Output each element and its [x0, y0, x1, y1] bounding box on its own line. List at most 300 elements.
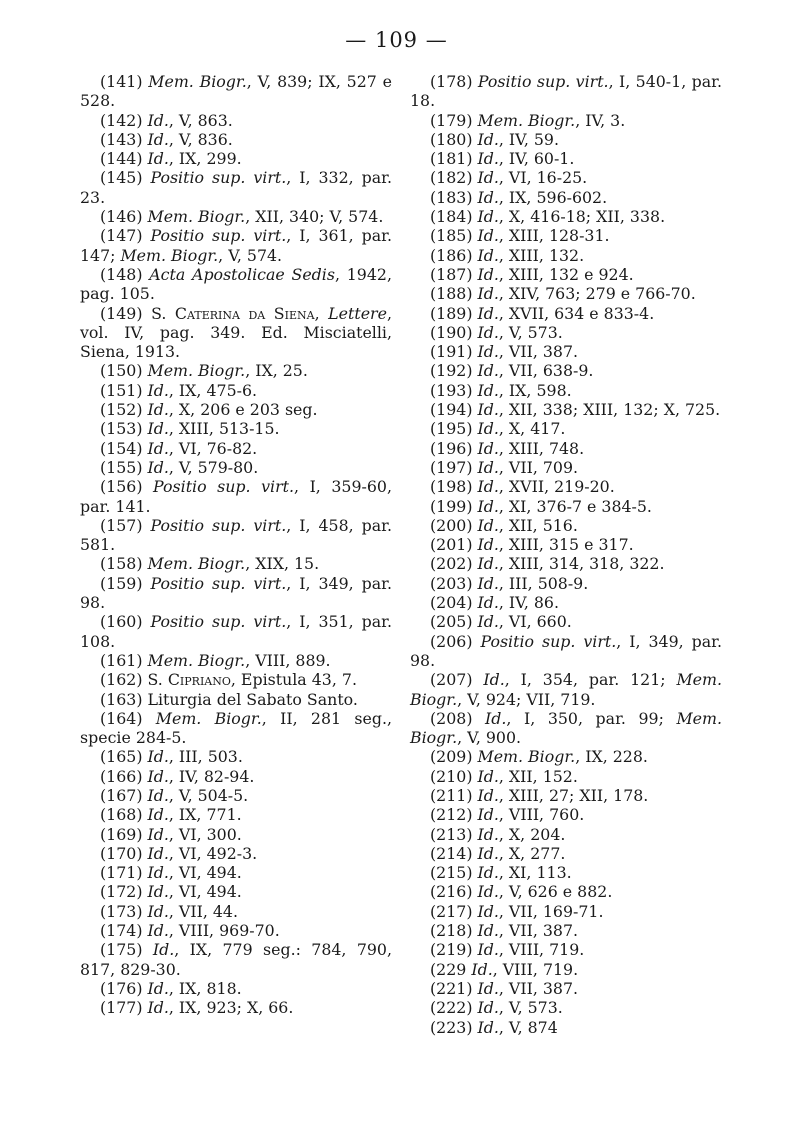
footnote-italic-text: Id.: [147, 882, 169, 902]
footnote: [410, 535, 722, 554]
footnote-text: , IV, 82-94.: [168, 766, 255, 786]
footnote: [410, 882, 722, 901]
footnote-number: (214): [430, 843, 473, 863]
footnote-number: (190): [430, 322, 473, 342]
footnote-italic-text: Id.: [147, 747, 169, 767]
footnote-text: , VII, 638-9.: [498, 361, 594, 381]
footnote-number: (179): [430, 110, 473, 130]
footnote: [410, 111, 722, 130]
footnote-text: , V, 839; IX, 527 e 528.: [80, 72, 392, 111]
footnote-italic-text: Id.: [147, 129, 169, 149]
footnote-number: (208): [430, 708, 473, 728]
footnote: [410, 419, 722, 438]
footnote-text: , VI, 300.: [168, 824, 242, 844]
footnote: [80, 844, 392, 863]
footnote-number: (159): [100, 573, 143, 593]
footnote: [410, 497, 722, 516]
footnote: [410, 1018, 722, 1037]
footnote: [80, 72, 392, 111]
footnote: [80, 709, 392, 748]
footnote-italic-text: Id.: [477, 535, 499, 555]
footnote: [80, 439, 392, 458]
footnote-number: (183): [430, 187, 473, 207]
footnote: [80, 574, 392, 613]
footnote-number: (150): [100, 361, 143, 381]
footnote-italic-text: Mem. Biogr.: [147, 554, 246, 574]
footnote-text: , I, 458, par. 581.: [80, 515, 392, 555]
footnote-italic-text: Positio sup. virt.: [150, 515, 287, 535]
footnote-italic-text: Id.: [147, 901, 169, 921]
footnote-italic-text: Positio sup. virt.: [150, 573, 287, 593]
footnote: [80, 381, 392, 400]
footnote-number: (177): [100, 998, 143, 1018]
footnote-italic-text: Mem. Biogr.: [148, 72, 247, 91]
footnote: [410, 516, 722, 535]
footnote-text: , VII, 387.: [498, 342, 579, 362]
footnote-italic-text: Id.: [471, 959, 493, 979]
footnote-number: (206): [430, 631, 473, 651]
footnote-number: (229: [430, 959, 467, 979]
footnote-text: , VII, 169-71.: [498, 901, 604, 921]
footnote: [80, 111, 392, 130]
footnote-text: , I, 349, par. 98.: [80, 573, 392, 613]
footnote: [80, 979, 392, 998]
footnote-text: , VII, 709.: [498, 457, 579, 477]
footnote-text: , 1942, pag. 105.: [80, 264, 392, 304]
footnote-text: , XIII, 748.: [498, 438, 585, 458]
footnote-number: (192): [430, 361, 473, 381]
footnote-text: , XIV, 763; 279 e 766-70.: [498, 284, 696, 304]
footnote-italic-text: Mem. Biogr.: [147, 207, 246, 227]
footnote-text: , V, 900.: [457, 728, 522, 748]
footnote-italic-text: Id.: [485, 708, 507, 728]
footnote: [410, 786, 722, 805]
footnote-number: (165): [100, 747, 143, 767]
footnote-text: , XVII, 634 e 833-4.: [498, 303, 655, 323]
footnote-italic-text: Id.: [147, 438, 169, 458]
footnote-text: , V, 504-5.: [168, 785, 249, 805]
footnote: [410, 226, 722, 245]
footnote-italic-text: Id.: [477, 1017, 499, 1037]
footnote: [410, 574, 722, 593]
footnote-number: (154): [100, 438, 143, 458]
footnote-number: (218): [430, 921, 473, 941]
footnote-text: , IX, 25.: [245, 361, 308, 381]
footnote: [410, 265, 722, 284]
footnote-italic-text: Id.: [147, 457, 169, 477]
footnote-text: , VII, 387.: [498, 921, 579, 941]
footnote-italic-text: Id.: [477, 342, 499, 362]
footnote: [80, 825, 392, 844]
footnote-italic-text: Positio sup. virt.: [150, 226, 287, 246]
footnote-text: , IV, 59.: [498, 129, 559, 149]
footnote-text: , I, 361, par. 147;: [80, 226, 392, 265]
footnote-number: (187): [430, 264, 473, 284]
footnote-number: (172): [100, 882, 143, 902]
footnote: [410, 979, 722, 998]
footnote-italic-text: Id.: [477, 207, 499, 227]
footnote-italic-text: Id.: [147, 766, 169, 786]
footnote: [410, 361, 722, 380]
footnote-number: (142): [100, 110, 143, 130]
footnote-italic-text: Id.: [477, 998, 499, 1018]
footnote-number: (211): [430, 785, 473, 805]
footnote-text: , VIII, 719.: [492, 959, 579, 979]
footnote-italic-text: Id.: [477, 805, 499, 825]
footnote: [80, 921, 392, 940]
footnote: [410, 246, 722, 265]
footnote: [410, 940, 722, 959]
footnote-text: , VI, 492-3.: [168, 843, 258, 863]
footnote: [410, 844, 722, 863]
footnote: [80, 612, 392, 651]
footnote: [410, 805, 722, 824]
footnote-text: , XII, 340; V, 574.: [245, 207, 384, 227]
footnote-italic-text: Id.: [147, 400, 169, 420]
footnote-number: (168): [100, 805, 143, 825]
footnote-italic-text: Id.: [477, 264, 499, 284]
footnote-text: , IX, 779 seg.: 784, 790, 817, 829-30.: [80, 940, 392, 979]
footnote-number: (196): [430, 438, 473, 458]
footnote-number: (171): [100, 863, 143, 883]
footnote-text: , I, 540-1, par. 18.: [410, 72, 722, 111]
footnote: [410, 284, 722, 303]
footnote-number: (144): [100, 149, 143, 169]
footnote-text: , IX, 475-6.: [168, 380, 258, 400]
footnote-number: (216): [430, 882, 473, 902]
footnote-text: , XIII, 513-15.: [168, 419, 280, 439]
footnote: [410, 747, 722, 766]
footnote: [80, 690, 392, 709]
footnote-text: , X, 417.: [498, 419, 566, 439]
footnote-text: , VI, 76-82.: [168, 438, 258, 458]
footnote-text: ,: [314, 303, 329, 323]
footnote-number: (182): [430, 168, 473, 188]
footnote-text: , XIII, 132 e 924.: [498, 264, 634, 284]
footnote: [80, 304, 392, 362]
footnote-number: (143): [100, 129, 143, 149]
footnote-text: , IX, 923; X, 66.: [168, 998, 294, 1018]
page-number: — 109 —: [345, 28, 448, 52]
footnote: [80, 998, 392, 1017]
footnote-italic-text: Mem. Biogr.: [120, 245, 219, 265]
footnote-number: (157): [100, 515, 143, 535]
notes-column-left: [80, 72, 392, 1018]
footnote-text: , V, 573.: [498, 322, 563, 342]
footnote: [80, 458, 392, 477]
footnote-italic-text: Positio sup. virt.: [150, 168, 287, 188]
footnote-number: (212): [430, 805, 473, 825]
footnote-number: (217): [430, 901, 473, 921]
footnote-italic-text: Mem. Biogr.: [477, 747, 576, 767]
footnote-text: , VIII, 969-70.: [168, 921, 280, 941]
footnote-text: , VI, 660.: [498, 612, 572, 632]
footnote-number: (162): [100, 670, 143, 690]
footnote-text: , VIII, 889.: [245, 650, 331, 670]
footnote-italic-text: Id.: [477, 457, 499, 477]
footnote-italic-text: Id.: [147, 843, 169, 863]
footnote-number: (151): [100, 380, 143, 400]
footnote: [80, 207, 392, 226]
footnote-text: , V, 836.: [168, 129, 233, 149]
footnote: [410, 921, 722, 940]
footnote-text: , IV, 3.: [575, 110, 626, 130]
footnote-number: (213): [430, 824, 473, 844]
footnote: [410, 149, 722, 168]
footnote: [80, 168, 392, 207]
footnote-text: , V, 924; VII, 719.: [457, 689, 596, 709]
footnote-italic-text: Id.: [477, 361, 499, 381]
footnote-text: Liturgia del Sabato Santo.: [147, 689, 358, 709]
footnote-number: (197): [430, 457, 473, 477]
footnote-text: , V, 874: [498, 1017, 558, 1037]
footnote-italic-text: Positio sup. virt.: [477, 72, 609, 91]
footnote-text: , VIII, 760.: [498, 805, 585, 825]
footnote-italic-text: Id.: [477, 149, 499, 169]
footnote: [80, 767, 392, 786]
footnote-text: , XI, 376-7 e 384-5.: [498, 496, 652, 516]
footnote-italic-text: Id.: [147, 824, 169, 844]
footnote-italic-text: Id.: [147, 998, 169, 1018]
footnote-number: (185): [430, 226, 473, 246]
footnote-text: , I, 332, par. 23.: [80, 168, 392, 207]
footnote-italic-text: Id.: [477, 322, 499, 342]
footnote-number: (215): [430, 863, 473, 883]
footnote-number: (195): [430, 419, 473, 439]
footnote: [80, 130, 392, 149]
footnote: [80, 400, 392, 419]
footnote-italic-text: Positio sup. virt.: [153, 477, 294, 497]
footnote-text: , V, 574.: [218, 245, 283, 265]
footnote-text: , VIII, 719.: [498, 940, 585, 960]
footnote-italic-text: Id.: [477, 496, 499, 516]
footnote-italic-text: Mem. Biogr.: [410, 670, 722, 709]
footnote: [410, 381, 722, 400]
footnote-text: , XIII, 314, 318, 322.: [498, 554, 665, 574]
footnote-number: (201): [430, 535, 473, 555]
footnote-italic-text: Id.: [477, 477, 499, 497]
footnote-text: , VI, 16-25.: [498, 168, 588, 188]
footnote: [410, 767, 722, 786]
footnote-text: , XIII, 27; XII, 178.: [498, 785, 649, 805]
footnote-text: , X, 206 e 203 seg.: [168, 400, 318, 420]
footnote-text: , III, 503.: [168, 747, 243, 767]
footnote: [410, 902, 722, 921]
footnote-italic-text: Id.: [477, 419, 499, 439]
footnote-italic-text: Id.: [147, 380, 169, 400]
footnote: [410, 130, 722, 149]
footnote-number: (186): [430, 245, 473, 265]
footnote-text: , I, 350, par. 99;: [506, 708, 677, 728]
footnote-text: , XII, 516.: [498, 515, 578, 535]
footnote: [410, 207, 722, 226]
footnote-italic-text: Id.: [477, 978, 499, 998]
footnote-text: , IX, 771.: [168, 805, 242, 825]
footnote: [80, 477, 392, 516]
footnote-number: (193): [430, 380, 473, 400]
footnote-number: (147): [100, 226, 143, 246]
footnote: [80, 786, 392, 805]
footnote-number: (204): [430, 593, 473, 613]
footnote-text: , XIX, 15.: [245, 554, 320, 574]
footnote-text: , XIII, 132.: [498, 245, 585, 265]
footnote-italic-text: Acta Apostolicae Sedis: [149, 264, 335, 284]
footnote-number: (202): [430, 554, 473, 574]
footnote-italic-text: Positio sup. virt.: [480, 631, 617, 651]
footnote: [410, 709, 722, 748]
footnote-text: , XII, 152.: [498, 766, 578, 786]
footnote-number: (163): [100, 689, 143, 709]
footnote: [410, 477, 722, 496]
footnote-italic-text: Id.: [477, 187, 499, 207]
footnote-number: (181): [430, 149, 473, 169]
footnote-text: , IV, 60-1.: [498, 149, 575, 169]
footnote-text: , II, 281 seg., specie 284-5.: [80, 708, 392, 748]
footnote-number: (222): [430, 998, 473, 1018]
footnote: [410, 458, 722, 477]
footnote: [80, 516, 392, 555]
footnote-italic-text: Id.: [152, 940, 175, 960]
footnote-italic-text: Id.: [477, 593, 499, 613]
footnote-text: , XIII, 315 e 317.: [498, 535, 634, 555]
footnote: [410, 612, 722, 631]
footnote: [80, 805, 392, 824]
footnote-italic-text: Positio sup. virt.: [150, 612, 287, 632]
footnote-italic-text: Id.: [477, 129, 499, 149]
footnote-italic-text: Id.: [477, 284, 499, 304]
footnote-italic-text: Id.: [477, 882, 499, 902]
footnote-number: (180): [430, 129, 473, 149]
footnote-number: (178): [430, 72, 473, 91]
footnote-number: (170): [100, 843, 143, 863]
footnote-text: , I, 354, par. 121;: [504, 670, 677, 690]
footnote: [80, 902, 392, 921]
footnote-text: , XVII, 219-20.: [498, 477, 615, 497]
footnote: [80, 265, 392, 304]
footnote-number: (175): [100, 940, 143, 960]
footnote-number: (199): [430, 496, 473, 516]
footnote-text: S.: [147, 670, 168, 690]
footnote-number: (173): [100, 901, 143, 921]
footnote-text: , IX, 598.: [498, 380, 572, 400]
footnote: [410, 670, 722, 709]
footnote-italic-text: Mem. Biogr.: [477, 110, 576, 130]
footnote: [410, 998, 722, 1017]
footnote-number: (219): [430, 940, 473, 960]
footnote: [80, 670, 392, 689]
footnote-italic-text: Id.: [477, 400, 499, 420]
footnote-text: , XIII, 128-31.: [498, 226, 610, 246]
footnote-italic-text: Id.: [477, 380, 499, 400]
footnote: [410, 554, 722, 573]
footnote-number: (184): [430, 207, 473, 227]
footnote-italic-text: Id.: [147, 419, 169, 439]
footnote-text: , XII, 338; XIII, 132; X, 725.: [498, 400, 721, 420]
footnote-text: , IX, 228.: [575, 747, 648, 767]
footnote-number: (209): [430, 747, 473, 767]
footnote-italic-text: Mem. Biogr.: [155, 708, 262, 728]
footnote-number: (149): [100, 303, 143, 323]
footnote-italic-text: Id.: [477, 843, 499, 863]
footnote: [80, 863, 392, 882]
footnote-text: , I, 359-60, par. 141.: [80, 477, 392, 516]
footnote-italic-text: Id.: [147, 110, 169, 130]
footnote-number: (191): [430, 342, 473, 362]
footnote-number: (221): [430, 978, 473, 998]
footnote-text: , III, 508-9.: [498, 573, 589, 593]
footnote: [410, 168, 722, 187]
footnote-italic-text: Lettere: [328, 303, 387, 323]
footnote-number: (205): [430, 612, 473, 632]
footnote: [80, 651, 392, 670]
footnote-italic-text: Id.: [477, 921, 499, 941]
footnote: [410, 342, 722, 361]
footnote-text: , V, 626 e 882.: [498, 882, 613, 902]
footnote-text: , V, 579-80.: [168, 457, 259, 477]
footnote-italic-text: Mem. Biogr.: [410, 708, 722, 748]
footnote-text: , VI, 494.: [168, 882, 242, 902]
footnote-italic-text: Id.: [477, 940, 499, 960]
footnote: [80, 149, 392, 168]
footnote-text: , X, 277.: [498, 843, 566, 863]
footnote: [410, 188, 722, 207]
footnote: [410, 323, 722, 342]
footnote-number: (160): [100, 612, 143, 632]
footnote-text: , IX, 818.: [168, 978, 242, 998]
footnote-number: (166): [100, 766, 143, 786]
footnote-text: , X, 204.: [498, 824, 566, 844]
footnote-number: (207): [430, 670, 473, 690]
footnote-italic-text: Id.: [477, 554, 499, 574]
footnote-text: , VII, 44.: [168, 901, 238, 921]
footnote-italic-text: Id.: [477, 901, 499, 921]
footnote-number: (176): [100, 978, 143, 998]
footnote-number: (156): [100, 477, 143, 497]
footnote-italic-text: Id.: [477, 303, 499, 323]
footnote: [410, 863, 722, 882]
footnote-number: (152): [100, 400, 143, 420]
footnote-italic-text: Id.: [147, 863, 169, 883]
footnote: [410, 400, 722, 419]
footnote: [410, 632, 722, 671]
footnote: [410, 825, 722, 844]
footnote-author-name: Cipriano: [167, 670, 231, 690]
footnote-number: (223): [430, 1017, 473, 1037]
footnote: [80, 419, 392, 438]
footnote-text: S.: [151, 303, 175, 323]
footnote-number: (210): [430, 766, 473, 786]
footnote-text: , VII, 387.: [498, 978, 579, 998]
footnote-italic-text: Mem. Biogr.: [147, 361, 246, 381]
footnote-text: , Epistula 43, 7.: [230, 670, 357, 690]
footnote-italic-text: Id.: [477, 824, 499, 844]
footnote-italic-text: Id.: [477, 785, 499, 805]
footnote-number: (146): [100, 207, 143, 227]
footnote-text: , vol. IV, pag. 349. Ed. Misciatelli, Siena, 1913.: [80, 303, 392, 362]
footnote-italic-text: Id.: [147, 978, 169, 998]
footnote-number: (198): [430, 477, 473, 497]
notes-column-right: [410, 72, 722, 1037]
footnote-italic-text: Id.: [147, 921, 169, 941]
footnote: [80, 882, 392, 901]
footnote-italic-text: Id.: [477, 573, 499, 593]
footnote-number: (203): [430, 573, 473, 593]
footnote-text: , IV, 86.: [498, 593, 559, 613]
footnote-number: (158): [100, 554, 143, 574]
footnote-italic-text: Id.: [477, 863, 499, 883]
footnote: [410, 439, 722, 458]
footnote-text: , IX, 596-602.: [498, 187, 608, 207]
